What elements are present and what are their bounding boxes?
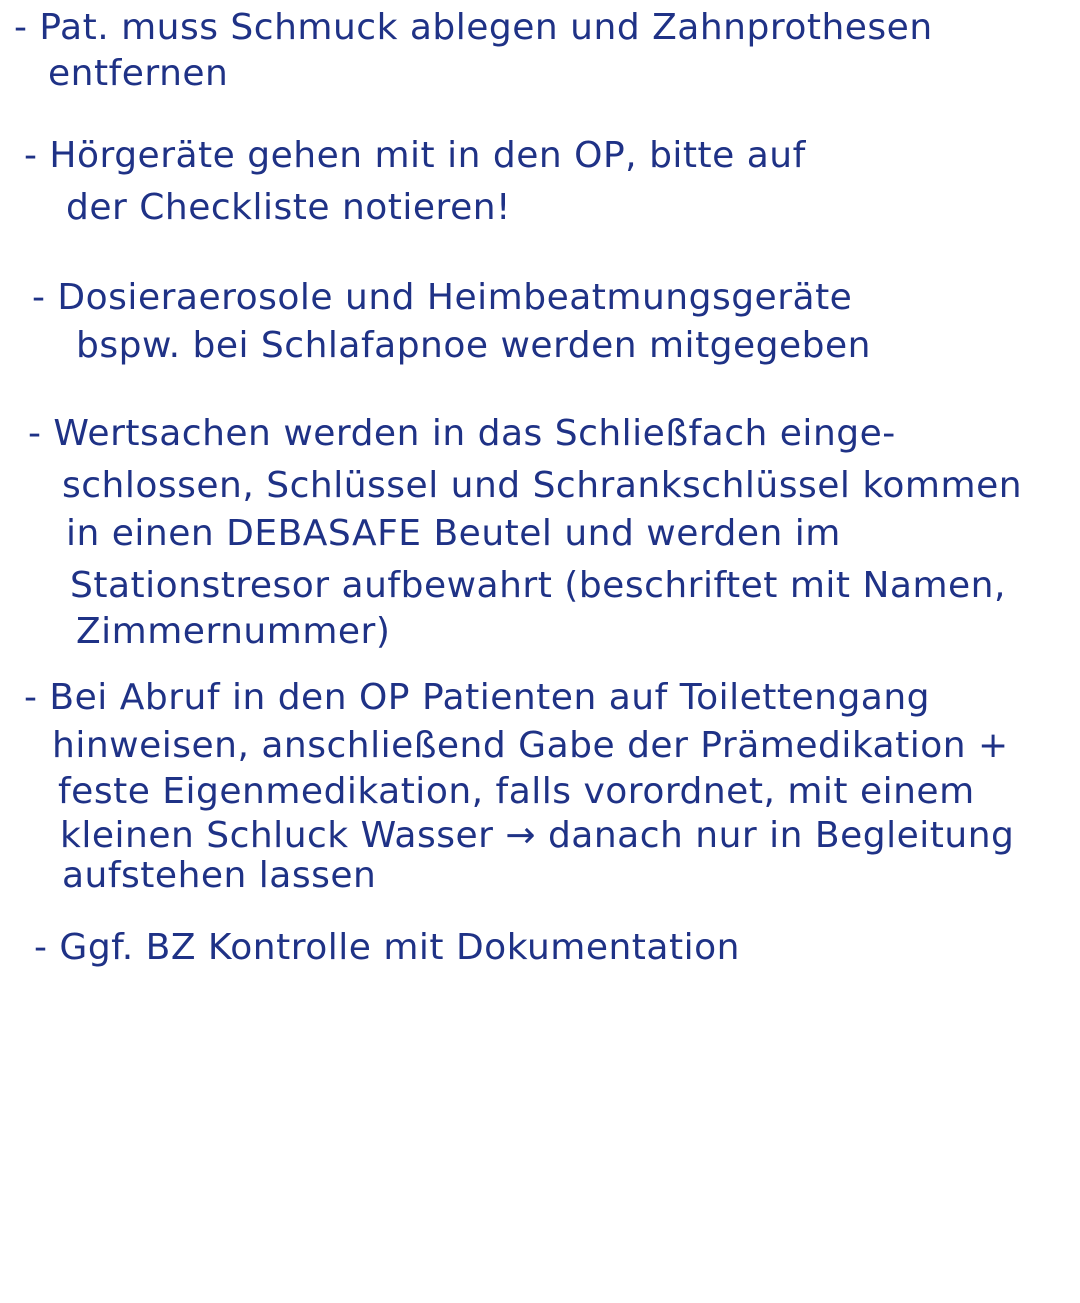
note-5-line-4: kleinen Schluck Wasser → danach nur in Begleitung bbox=[60, 815, 1015, 856]
note-3-line-1: - Dosieraerosole und Heimbeatmungsgeräte bbox=[32, 277, 853, 318]
note-5-line-1: - Bei Abruf in den OP Patienten auf Toilettengang bbox=[24, 677, 931, 718]
note-4-line-4: Stationstresor aufbewahrt (beschriftet mit Namen, bbox=[70, 565, 1006, 606]
note-1-line-2: entfernen bbox=[48, 53, 229, 94]
note-6-line-1: - Ggf. BZ Kontrolle mit Dokumentation bbox=[34, 927, 740, 968]
note-5-line-3: feste Eigenmedikation, falls vorordnet, mit einem bbox=[58, 771, 975, 812]
note-2-line-1: - Hörgeräte gehen mit in den OP, bitte auf bbox=[24, 135, 806, 176]
note-4-line-3: in einen DEBASAFE Beutel und werden im bbox=[66, 513, 841, 554]
note-2-line-2: der Checkliste notieren! bbox=[66, 187, 511, 228]
note-4-line-1: - Wertsachen werden in das Schließfach einge- bbox=[28, 413, 896, 454]
note-5-line-2: hinweisen, anschließend Gabe der Prämedikation + bbox=[52, 725, 1009, 766]
note-3-line-2: bspw. bei Schlafapnoe werden mitgegeben bbox=[76, 325, 871, 366]
note-4-line-2: schlossen, Schlüssel und Schrankschlüssel kommen bbox=[62, 465, 1023, 506]
note-4-line-5: Zimmernummer) bbox=[76, 611, 391, 652]
note-5-line-5: aufstehen lassen bbox=[62, 855, 377, 896]
note-1-line-1: - Pat. muss Schmuck ablegen und Zahnprothesen bbox=[14, 7, 933, 48]
